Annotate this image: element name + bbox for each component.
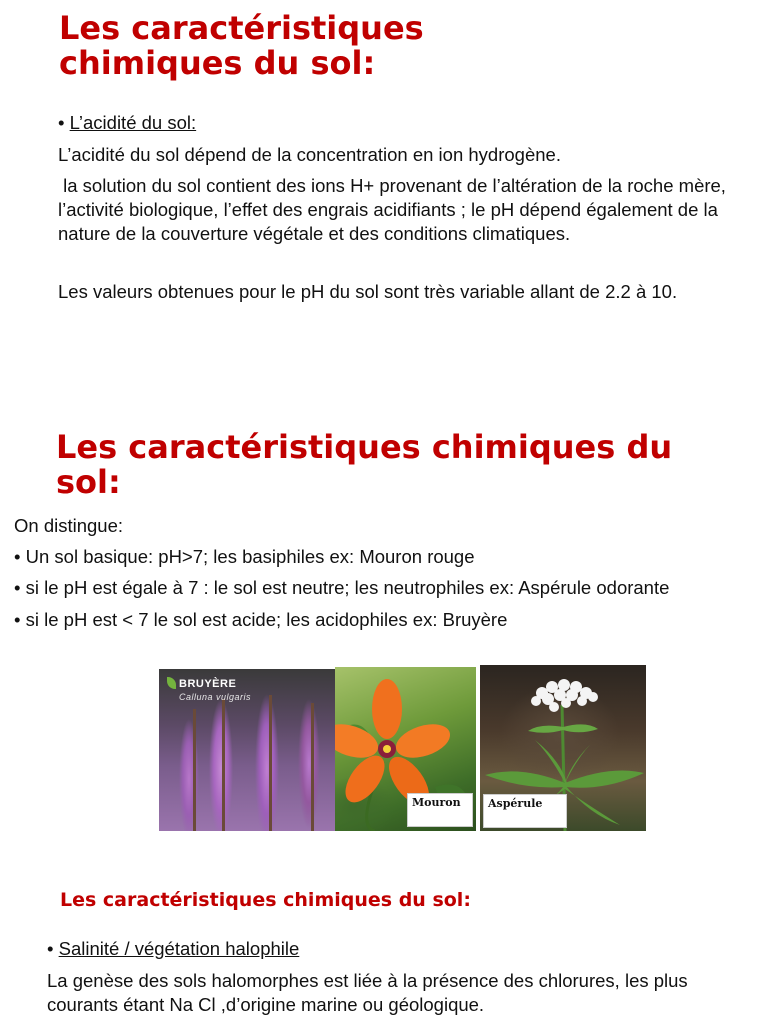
petal-shape	[392, 718, 455, 764]
mouron-label: Mouron	[407, 793, 473, 827]
section2-bullet-neutre: • si le pH est égale à 7 : le sol est neutre; les neutrophiles ex: Aspérule odorante	[14, 577, 670, 598]
heather-stem	[193, 709, 196, 831]
section3-heading	[47, 937, 299, 961]
photo-bruyere	[159, 669, 335, 831]
section1-paragraph-2: la solution du sol contient des ions H+ provenant de l’altération de la roche mère, l’activité biologique, l’effet des engrais acidifiants ; le pH dépend également de la nature de la couverture végétale et des conditions climatiques.	[58, 175, 732, 244]
section1-heading	[58, 111, 196, 135]
heather-stem	[311, 703, 314, 831]
section3-paragraph-1: La genèse des sols halomorphes est liée à la présence des chlorures, les plus courants étant Na Cl ,d’origine marine ou géologique.	[47, 970, 688, 1015]
petal-shape	[338, 749, 392, 809]
section1-paragraph-1: L’acidité du sol dépend de la concentration en ion hydrogène.	[58, 144, 561, 165]
bruyere-brand-name: BRUYÈRE	[179, 678, 237, 690]
asperule-flowers	[531, 679, 598, 712]
section2-intro: On distingue:	[14, 515, 124, 536]
section1-heading-text: L’acidité du sol:	[69, 112, 197, 133]
section2-title: Les caractéristiques chimiques du sol:	[56, 428, 673, 501]
section3-title: Les caractéristiques chimiques du sol:	[60, 889, 471, 911]
petal-shape	[372, 679, 402, 739]
heather-stem	[222, 699, 225, 831]
section3-heading-text: Salinité / végétation halophile	[58, 938, 300, 959]
section2-bullet-basique: • Un sol basique: pH>7; les basiphiles ex: Mouron rouge	[14, 546, 475, 567]
section1-title: Les caractéristiques chimiques du sol:	[59, 9, 424, 82]
bullet-icon: •	[58, 112, 65, 133]
mouron-flower	[335, 679, 454, 812]
flower-stamen	[383, 745, 391, 753]
photo-asperule	[480, 665, 646, 831]
section2-bullet-acide: • si le pH est < 7 le sol est acide; les acidophiles ex: Bruyère	[14, 609, 508, 630]
bruyere-brand	[167, 677, 251, 703]
leaf-icon	[167, 677, 176, 689]
section1-paragraph-3: Les valeurs obtenues pour le pH du sol sont très variable allant de 2.2 à 10.	[58, 281, 678, 302]
bullet-icon: •	[47, 938, 54, 959]
asperule-label: Aspérule	[483, 794, 567, 828]
bruyere-brand-latin: Calluna vulgaris	[179, 692, 252, 702]
photo-mouron	[335, 667, 476, 831]
heather-stem	[269, 695, 272, 831]
